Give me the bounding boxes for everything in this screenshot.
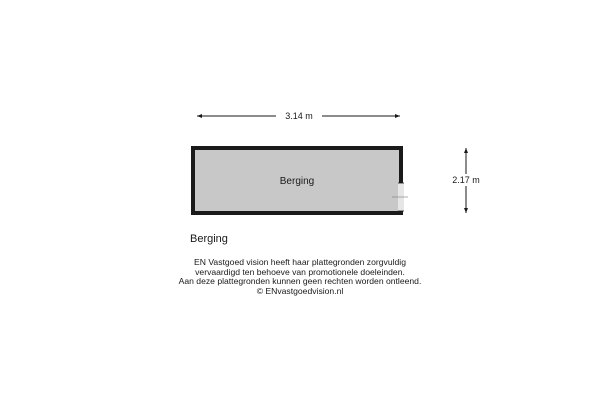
copyright-text: © ENvastgoedvision.nl	[256, 285, 344, 296]
disclaimer	[0, 258, 600, 296]
plan-title: Berging	[190, 233, 228, 245]
room-berging	[191, 146, 408, 215]
depth-dimension-label: 2.17 m	[452, 175, 480, 185]
depth-arrow-top	[464, 148, 468, 153]
width-dimension-label: 3.14 m	[285, 111, 313, 121]
disclaimer-line: Aan deze plattegronden kunnen geen rechten worden ontleend.	[178, 276, 422, 287]
width-arrow-left	[197, 114, 202, 118]
width-dimension	[197, 110, 400, 122]
depth-dimension	[444, 148, 488, 213]
width-arrow-right	[395, 114, 400, 118]
depth-arrow-bottom	[464, 208, 468, 213]
room-label: Berging	[279, 176, 315, 187]
disclaimer-line: vervaardigd ten behoeve van promotionele doeleinden.	[195, 266, 405, 277]
disclaimer-line: EN Vastgoed vision heeft haar plattegronden zorgvuldig	[194, 257, 406, 267]
